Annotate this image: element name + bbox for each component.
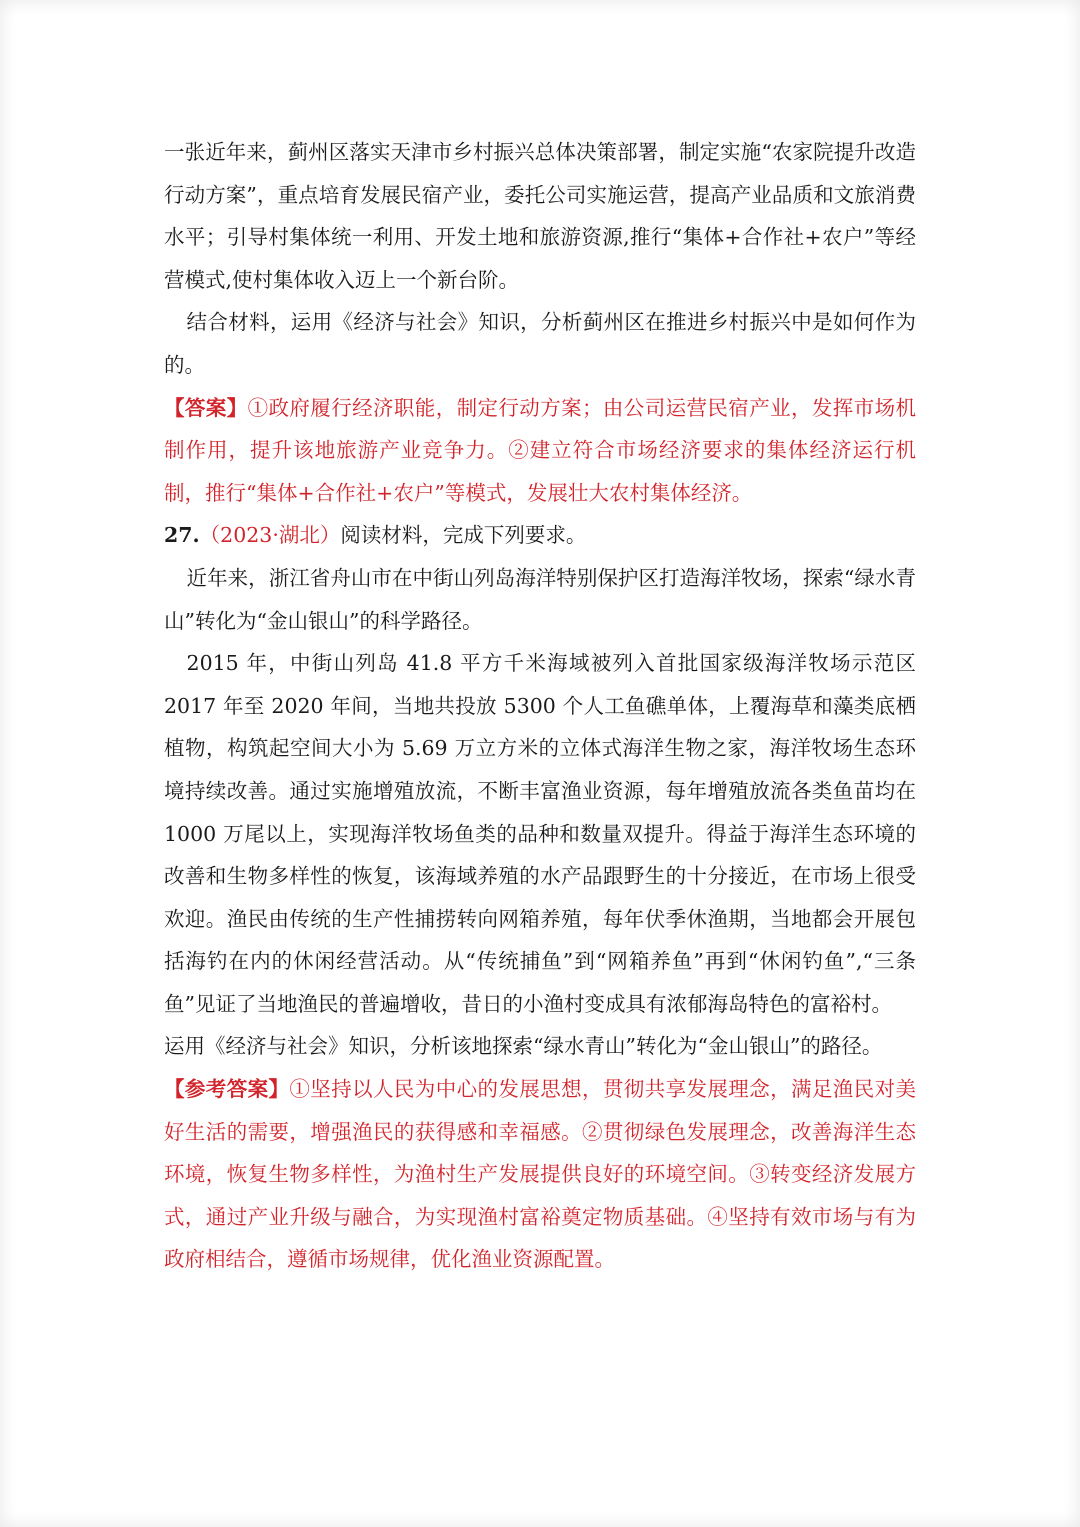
question-source: （2023·湖北）	[199, 523, 341, 548]
answer-text: ①政府履行经济职能，制定行动方案；由公司运营民宿产业，发挥市场机制作用，提升该地旅游产业竞争力。②建立符合市场经济要求的集体经济运行机制，推行“集体+合作社+农户”等模式，发展壮大农村集体经济。	[164, 395, 917, 505]
question-header-27	[164, 514, 916, 557]
question-instruction: 阅读材料，完成下列要求。	[340, 523, 587, 548]
question-number: 27.	[164, 523, 200, 548]
reference-answer-text: ①坚持以人民为中心的发展思想，贯彻共享发展理念，满足渔民对美好生活的需要，增强渔民的获得感和幸福感。②贯彻绿色发展理念，改善海洋生态环境，恢复生物多样性，为渔村生产发展提供良好的环境空间。③转变经济发展方式，通过产业升级与融合，为实现渔村富裕奠定物质基础。④坚持有效市场与有为政府相结合，遵循市场规律，优化渔业资源配置。	[164, 1077, 917, 1272]
document-body	[164, 131, 916, 1281]
answer-block-1	[164, 387, 916, 515]
material-paragraph-1: 一张近年来，蓟州区落实天津市乡村振兴总体决策部署，制定实施“农家院提升改造行动方案”，重点培育发展民宿产业，委托公司实施运营，提高产业品质和文旅消费水平；引导村集体统一利用、开发土地和旅游资源,推行“集体+合作社+农户”等经营模式,使村集体收入迈上一个新台阶。	[164, 140, 916, 292]
material-paragraph-3: 2015 年，中街山列岛 41.8 平方千米海域被列入首批国家级海洋牧场示范区 2017 年至 2020 年间，当地共投放 5300 个人工鱼礁单体，上覆海草和藻类底栖植物，构筑起空间大小为 5.69 万立方米的立体式海洋生物之家，海洋牧场生态环境持续改善。通过实施增殖放流，不断丰富渔业资源，每年增殖放流各类鱼苗均在 1000 万尾以上，实现海洋牧场鱼类的品种和数量双提升。得益于海洋生态环境的改善和生物多样性的恢复，该海域养殖的水产品跟野生的十分接近，在市场上很受欢迎。渔民由传统的生产性捕捞转向网箱养殖，每年伏季休渔期，当地都会开展包括海钓在内的休闲经营活动。从“传统捕鱼”到“网箱养鱼”再到“休闲钓鱼”,“三条鱼”见证了当地渔民的普遍增收，昔日的小渔村变成具有浓郁海岛特色的富裕村。	[164, 651, 916, 1016]
question-prompt-1: 结合材料，运用《经济与社会》知识，分析蓟州区在推进乡村振兴中是如何作为的。	[164, 310, 916, 377]
answer-tag: 【答案】	[164, 395, 248, 420]
answer-block-2	[164, 1068, 916, 1281]
question-prompt-2: 运用《经济与社会》知识，分析该地探索“绿水青山”转化为“金山银山”的路径。	[164, 1034, 883, 1059]
material-paragraph-2: 近年来，浙江省舟山市在中街山列岛海洋特别保护区打造海洋牧场，探索“绿水青山”转化为“金山银山”的科学路径。	[164, 565, 916, 633]
reference-answer-tag: 【参考答案】	[164, 1077, 290, 1102]
